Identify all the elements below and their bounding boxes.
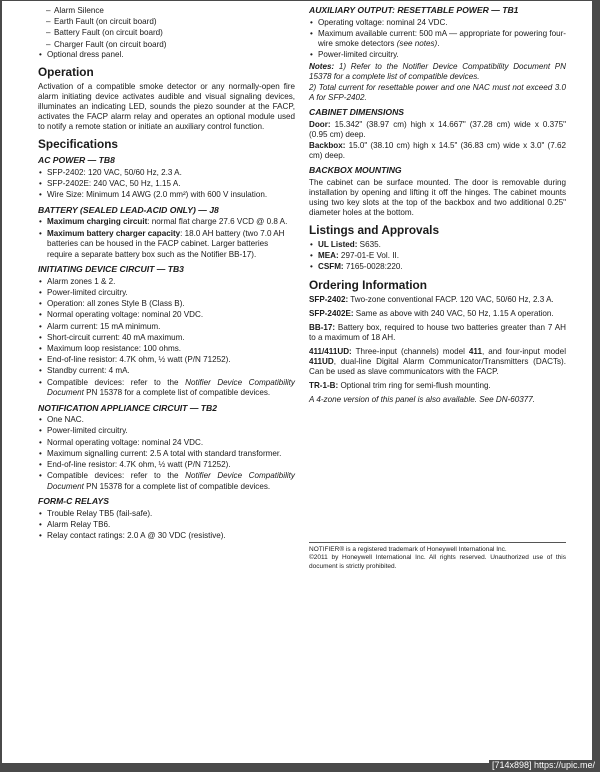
order-label: BB-17: xyxy=(309,322,336,332)
list-item: • Wire Size: Minimum 14 AWG (2.0 mm²) with 600 V insulation. xyxy=(38,190,295,201)
order-label: SFP-2402: xyxy=(309,294,349,304)
battery-text: : 18.0 AH battery (two 7.0 AH batteries can be housed in the FACP cabinet. Larger batteries require a separate battery box such as the Notifier BB-17). xyxy=(47,228,285,259)
backbox-dimensions xyxy=(309,141,566,161)
list-item xyxy=(309,251,566,262)
list-item: • Operating voltage: nominal 24 VDC. xyxy=(309,18,566,29)
door-text: 15.342" (38.97 cm) high x 14.667" (37.28 cm) wide x 0.375" (0.95 cm) deep. xyxy=(309,119,566,139)
aux-text: Maximum available current: 500 mA — appropriate for powering four-wire smoke detectors xyxy=(318,28,566,49)
list-item: • SFP-2402: 120 VAC, 50/60 Hz, 2.3 A. xyxy=(38,168,295,179)
battery-heading: BATTERY (SEALED LEAD-ACID ONLY) — J8 xyxy=(38,204,219,215)
operation-heading: Operation xyxy=(38,65,94,80)
list-item xyxy=(38,217,295,228)
compat-text: Compatible devices: refer to the xyxy=(47,377,186,387)
order-item xyxy=(309,309,566,319)
list-item: • SFP-2402E: 240 VAC, 50 Hz, 1.15 A. xyxy=(38,179,295,190)
ac-power-list xyxy=(38,168,295,201)
ordering-heading: Ordering Information xyxy=(309,277,427,292)
order-label: 411/411UD: xyxy=(309,346,352,356)
listing-value: 297-01-E Vol. II. xyxy=(338,250,399,260)
list-item: • End-of-line resistor: 4.7K ohm, ½ watt (P/N 71252). xyxy=(38,460,295,471)
operation-text: Activation of a compatible smoke detector or any normally-open fire alarm initiating device activates audible and visual signaling devices, illuminates an indicating LED, sounds the piezo sounder at the FACP, activates the FACP alarm relay and operates an optional module used to notify a remote station or initiate an auxiliary control function. xyxy=(38,82,295,132)
order-item xyxy=(309,381,566,391)
compat-doc-title: Notifier Device Compatibility Document xyxy=(47,377,295,398)
nac-list xyxy=(38,415,295,492)
left-column xyxy=(38,5,295,542)
cabinet-heading: CABINET DIMENSIONS xyxy=(309,107,405,118)
footer-divider xyxy=(309,542,566,543)
list-item: • Short-circuit current: 40 mA maximum. xyxy=(38,333,295,344)
list-item: • Alarm Relay TB6. xyxy=(38,520,295,531)
version-note: A 4-zone version of this panel is also available. See DN-60377. xyxy=(309,394,536,404)
specifications-heading: Specifications xyxy=(38,137,118,152)
order-text: Three-input (channels) model xyxy=(351,346,469,356)
list-item: • One NAC. xyxy=(38,415,295,426)
order-label: SFP-2402E: xyxy=(309,308,354,318)
door-dimensions xyxy=(309,120,566,140)
notes-1 xyxy=(309,62,566,82)
compat-text: PN 15378 for a complete list of compatible devices. xyxy=(83,388,271,398)
ac-power-heading: AC POWER — TB8 xyxy=(38,155,115,166)
list-item: – Battery Fault (on circuit board) xyxy=(38,27,295,38)
order-text: Same as above with 240 VAC, 50 Hz, 1.15 A operation. xyxy=(353,308,554,318)
notes-text: 1) Refer to the Notifier Device Compatibility Document PN 15378 for a complete list of compatible devices. xyxy=(309,61,566,81)
list-item xyxy=(38,229,295,261)
list-item: • Normal operating voltage: nominal 24 VDC. xyxy=(38,438,295,449)
relays-heading: FORM-C RELAYS xyxy=(38,496,109,507)
battery-label: Maximum charging circuit xyxy=(47,217,148,227)
listing-label: CSFM: xyxy=(318,262,344,272)
list-item xyxy=(309,240,566,251)
notes-2: 2) Total current for resettable power and one NAC must not exceed 3.0 A for SFP-2402. xyxy=(309,83,566,103)
backbox-label: Backbox: xyxy=(309,141,346,151)
optional-list xyxy=(38,50,295,61)
copyright-text: ©2011 by Honeywell International Inc. All rights reserved. Unauthorized use of this document is strictly prohibited. xyxy=(309,554,566,570)
order-text: , dual-line Digital Alarm Communicator/Transmitters (DACTs). Can be used as slave communicators with the FACP. xyxy=(309,356,566,376)
listing-value: S635. xyxy=(357,239,381,249)
battery-list xyxy=(38,217,295,260)
list-item: • Operation: all zones Style B (Class B). xyxy=(38,299,295,310)
listing-label: MEA: xyxy=(318,250,339,260)
order-label: TR-1-B: xyxy=(309,380,339,390)
document-page xyxy=(2,1,592,763)
listing-value: 7165-0028:220. xyxy=(343,262,403,272)
order-item xyxy=(309,295,566,305)
order-item xyxy=(309,323,566,343)
notes-label: Notes: xyxy=(309,61,335,71)
battery-text: : normal flat charge 27.6 VCD @ 0.8 A. xyxy=(147,217,288,227)
list-item: • Alarm zones 1 & 2. xyxy=(38,277,295,288)
compat-text: Compatible devices: refer to the xyxy=(47,471,186,481)
list-item: • Power-limited circuitry. xyxy=(309,50,566,61)
nac-heading: NOTIFICATION APPLIANCE CIRCUIT — TB2 xyxy=(38,402,218,413)
mounting-text: The cabinet can be surface mounted. The door is removable during installation by opening and lifting it off the hinges. The cabinet mounts using two key slots at the top of the backbox and two additional 0.25" diameter holes at the bottom. xyxy=(309,177,566,217)
aux-output-list xyxy=(309,18,566,62)
order-model: 411 xyxy=(468,346,482,356)
mounting-heading: BACKBOX MOUNTING xyxy=(309,165,402,176)
backbox-text: 15.0" (38.10 cm) high x 14.5" (36.83 cm) wide x 3.0" (7.62 cm) deep. xyxy=(309,141,566,161)
compat-text: PN 15378 for a complete list of compatible devices. xyxy=(83,481,271,491)
list-item: • Optional dress panel. xyxy=(38,50,295,61)
list-item xyxy=(38,471,295,492)
list-item xyxy=(309,29,566,50)
list-item: • Trouble Relay TB5 (fail-safe). xyxy=(38,509,295,520)
list-item: • Maximum loop resistance: 100 ohms. xyxy=(38,344,295,355)
aux-see-notes: (see notes) xyxy=(396,39,438,49)
list-item xyxy=(38,378,295,399)
listing-label: UL Listed: xyxy=(318,239,358,249)
alarm-sublist xyxy=(38,5,295,50)
battery-label: Maximum battery charger capacity xyxy=(47,228,181,238)
order-model: 411UD xyxy=(309,356,334,366)
list-item: • Maximum signalling current: 2.5 A total with standard transformer. xyxy=(38,449,295,460)
spacer xyxy=(309,406,566,536)
list-item: • Standby current: 4 mA. xyxy=(38,366,295,377)
list-item: – Alarm Silence xyxy=(38,5,295,16)
list-item: • Relay contact ratings: 2.0 A @ 30 VDC (resistive). xyxy=(38,531,295,542)
idc-heading: INITIATING DEVICE CIRCUIT — TB3 xyxy=(38,264,184,275)
list-item xyxy=(309,262,566,273)
order-text: Two-zone conventional FACP. 120 VAC, 50/60 Hz, 2.3 A. xyxy=(348,294,554,304)
relays-list xyxy=(38,509,295,542)
list-item: • Alarm current: 15 mA minimum. xyxy=(38,322,295,333)
watermark-label: [714x898] https://upic.me/ xyxy=(489,760,598,771)
aux-text: . xyxy=(437,39,440,49)
aux-output-heading: AUXILIARY OUTPUT: RESETTABLE POWER — TB1 xyxy=(309,5,519,15)
list-item: • Normal operating voltage: nominal 20 VDC. xyxy=(38,310,295,321)
order-item xyxy=(309,347,566,377)
list-item: – Charger Fault (on circuit board) xyxy=(38,39,295,50)
door-label: Door: xyxy=(309,119,331,129)
listings-heading: Listings and Approvals xyxy=(309,222,440,237)
listings-list xyxy=(309,240,566,273)
list-item: • End-of-line resistor: 4.7K ohm, ½ watt (P/N 71252). xyxy=(38,355,295,366)
right-column xyxy=(309,5,566,571)
idc-list xyxy=(38,277,295,399)
trademark-text: NOTIFIER® is a registered trademark of Honeywell International Inc. xyxy=(309,546,507,554)
list-item: • Power-limited circuitry. xyxy=(38,426,295,437)
compat-doc-title: Notifier Device Compatibility Document xyxy=(47,471,295,491)
order-text: , and four-input model xyxy=(481,346,566,356)
order-text: Battery box, required to house two batteries greater than 7 AH to a maximum of 18 AH. xyxy=(309,322,566,342)
list-item: – Earth Fault (on circuit board) xyxy=(38,16,295,27)
list-item: • Power-limited circuitry. xyxy=(38,288,295,299)
order-text: Optional trim ring for semi-flush mounting. xyxy=(338,380,491,390)
